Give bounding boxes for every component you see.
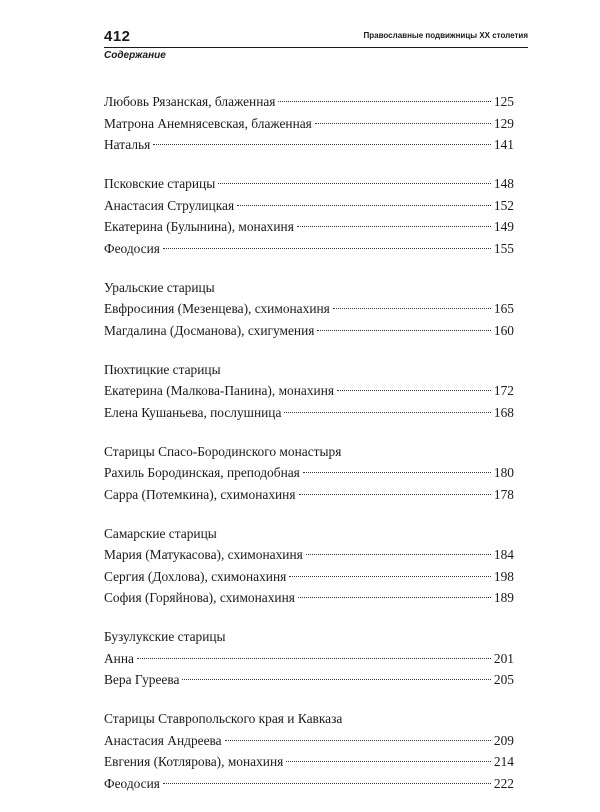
toc-entry-label: Анастасия Андреева	[104, 732, 222, 748]
toc-group-title: Бузулукские старицы	[104, 629, 226, 644]
toc-entry-page: 209	[493, 732, 514, 748]
toc-entry-page: 201	[493, 650, 514, 666]
dot-leader	[284, 412, 491, 413]
toc-entry	[104, 380, 514, 402]
toc-entry	[104, 195, 514, 217]
toc-group-title: Пюхтицкие старицы	[104, 361, 221, 377]
toc-group-title: Уральские старицы	[104, 279, 215, 295]
toc-entry-page: 205	[493, 672, 514, 687]
page-number: 412	[104, 28, 131, 45]
toc-entry-page: 168	[493, 404, 514, 420]
toc-entry-label: Вера Гуреева	[104, 672, 180, 687]
toc-entry-page: 180	[493, 465, 514, 480]
toc-entry-label: Матрона Анемнясевская, блаженная	[104, 115, 312, 131]
dot-leader	[278, 101, 490, 102]
dot-leader	[315, 123, 491, 124]
page-header	[104, 28, 528, 61]
toc-group	[104, 523, 514, 609]
toc-entry	[104, 134, 514, 156]
toc-entry-page: 155	[493, 240, 514, 256]
toc-entry	[104, 566, 514, 588]
dot-leader	[237, 205, 491, 206]
toc-entry-label: Елена Кушаньева, послушница	[104, 404, 282, 420]
dot-leader	[286, 761, 491, 762]
toc-entry	[104, 462, 514, 484]
toc-entry-label: Екатерина (Малкова-Панина), монахиня	[104, 383, 335, 398]
toc-group	[104, 359, 514, 424]
dot-leader	[298, 597, 491, 598]
section-title: Содержание	[104, 50, 166, 61]
table-of-contents	[104, 91, 514, 812]
toc-entry-label: Любовь Рязанская, блаженная	[104, 94, 276, 109]
toc-entry-label: Сарра (Потемкина), схимонахиня	[104, 486, 296, 502]
toc-entry-label: Сергия (Дохлова), схимонахиня	[104, 568, 287, 584]
toc-group	[104, 277, 514, 342]
toc-group	[104, 91, 514, 156]
toc-group-title: Самарские старицы	[104, 525, 217, 541]
dot-leader	[225, 740, 491, 741]
dot-leader	[218, 183, 491, 184]
toc-entry-page: 141	[493, 137, 514, 152]
dot-leader	[337, 390, 491, 391]
toc-entry	[104, 91, 514, 113]
toc-entry-page: 184	[493, 547, 514, 562]
toc-entry	[104, 216, 514, 238]
toc-entry	[104, 484, 514, 506]
toc-entry-page: 189	[493, 590, 514, 605]
toc-entry-label: Магдалина (Досманова), схигумения	[104, 322, 315, 338]
toc-entry-page: 214	[493, 754, 514, 769]
toc-entry-page: 172	[493, 383, 514, 398]
running-title: Православные подвижницы XX столетия	[363, 31, 528, 40]
toc-group	[104, 441, 514, 506]
toc-entry-page: 222	[493, 775, 514, 791]
toc-entry-page: 129	[493, 115, 514, 131]
toc-entry-page: 160	[493, 322, 514, 338]
dot-leader	[303, 472, 491, 473]
header-rule	[104, 47, 528, 48]
toc-entry	[104, 730, 514, 752]
toc-entry-label: Мария (Матукасова), схимонахиня	[104, 547, 303, 562]
toc-entry-page: 178	[493, 486, 514, 502]
dot-leader	[163, 248, 491, 249]
toc-entry-label: Феодосия	[104, 240, 160, 256]
toc-entry-label: София (Горяйнова), схимонахиня	[104, 590, 295, 605]
dot-leader	[182, 679, 490, 680]
toc-entry	[104, 173, 514, 195]
toc-entry	[104, 320, 514, 342]
toc-entry-page: 148	[493, 176, 514, 191]
dot-leader	[297, 226, 491, 227]
toc-entry	[104, 544, 514, 566]
toc-entry-label: Екатерина (Булынина), монахиня	[104, 219, 294, 234]
toc-entry	[104, 773, 514, 795]
toc-entry	[104, 648, 514, 670]
toc-entry-page: 165	[493, 301, 514, 316]
dot-leader	[137, 658, 491, 659]
toc-entry	[104, 669, 514, 691]
toc-entry-label: Наталья	[104, 137, 151, 152]
dot-leader	[333, 308, 491, 309]
dot-leader	[163, 783, 491, 784]
dot-leader	[317, 330, 491, 331]
toc-entry-page: 198	[493, 568, 514, 584]
dot-leader	[289, 576, 491, 577]
toc-entry-label: Евгения (Котлярова), монахиня	[104, 754, 284, 769]
toc-entry	[104, 751, 514, 773]
toc-entry-label: Анастасия Струлицкая	[104, 197, 235, 213]
dot-leader	[306, 554, 491, 555]
toc-group-title: Старицы Спасо-Бородинского монастыря	[104, 443, 342, 459]
toc-group	[104, 708, 514, 794]
toc-group-title: Старицы Ставропольского края и Кавказа	[104, 711, 343, 726]
toc-entry	[104, 298, 514, 320]
toc-entry-label: Евфросиния (Мезенцева), схимонахиня	[104, 301, 330, 316]
toc-entry	[104, 587, 514, 609]
toc-entry-label: Феодосия	[104, 775, 160, 791]
toc-entry-label: Рахиль Бородинская, преподобная	[104, 465, 300, 480]
toc-entry-label: Псковские старицы	[104, 176, 216, 191]
dot-leader	[299, 494, 491, 495]
toc-entry-page: 125	[493, 94, 514, 109]
toc-entry-page: 149	[493, 219, 514, 234]
toc-entry	[104, 238, 514, 260]
toc-entry	[104, 402, 514, 424]
toc-entry	[104, 113, 514, 135]
dot-leader	[153, 144, 491, 145]
toc-entry-label: Анна	[104, 650, 134, 666]
toc-group	[104, 173, 514, 259]
toc-entry-page: 152	[493, 197, 514, 213]
toc-group	[104, 626, 514, 691]
